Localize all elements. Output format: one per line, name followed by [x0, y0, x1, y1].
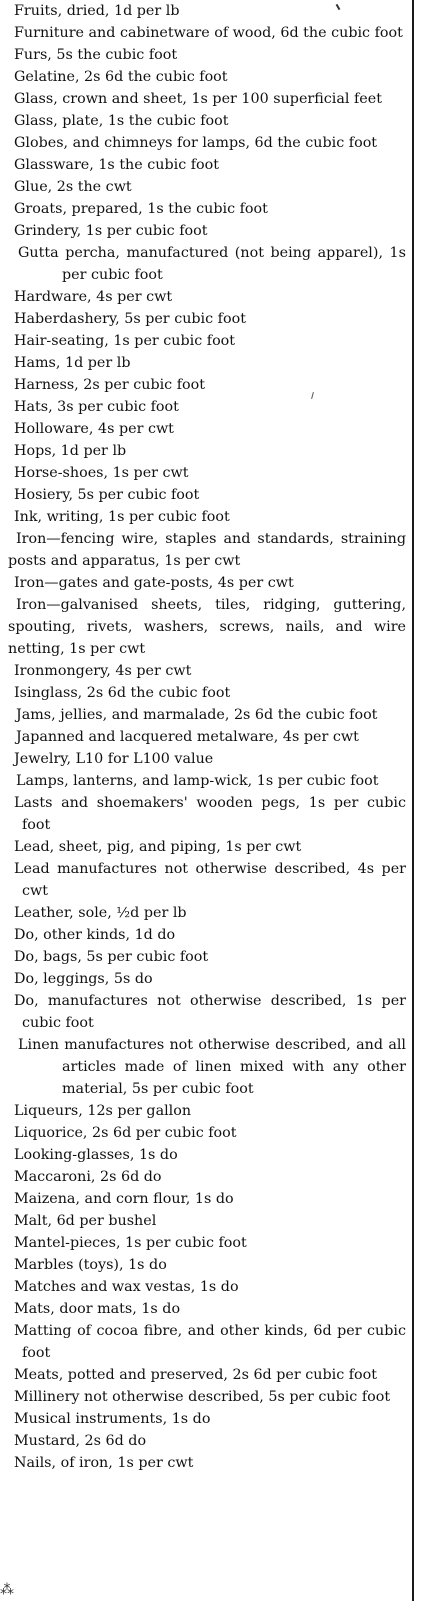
entry-fruits-dried: Fruits, dried, 1d per lb — [14, 3, 180, 19]
entry-globes: Globes, and chimneys for lamps, 6d the cubic foot — [14, 135, 378, 151]
entry-mantel-pieces: Mantel-pieces, 1s per cubic foot — [14, 1235, 247, 1251]
entry-harness: Harness, 2s per cubic foot — [14, 377, 205, 393]
entry-matches: Matches and wax vestas, 1s do — [14, 1279, 239, 1295]
entry-glue: Glue, 2s the cwt — [14, 179, 132, 195]
entry-maizena: Maizena, and corn flour, 1s do — [14, 1191, 234, 1207]
entry-lead-sheet: Lead, sheet, pig, and piping, 1s per cwt — [14, 839, 302, 855]
entry-hardware: Hardware, 4s per cwt — [14, 289, 173, 305]
ink-blot: ⁂ — [0, 1582, 14, 1598]
entry-hair-seating: Hair-seating, 1s per cubic foot — [14, 333, 236, 349]
column-rule — [412, 0, 414, 1601]
entry-jewelry: Jewelry, L10 for L100 value — [14, 751, 214, 767]
entry-glassware: Glassware, 1s the cubic foot — [14, 157, 220, 173]
entry-gelatine: Gelatine, 2s 6d the cubic foot — [14, 69, 228, 85]
entry-iron-gates: Iron—gates and gate-posts, 4s per cwt — [14, 575, 294, 591]
entry-musical: Musical instruments, 1s do — [14, 1411, 211, 1427]
entry-millinery: Millinery not otherwise described, 5s per cubic foot — [14, 1389, 391, 1405]
entry-lasts: Lasts and shoemakers' wooden pegs, 1s per cubic foot — [14, 795, 406, 833]
entry-holloware: Holloware, 4s per cwt — [14, 421, 174, 437]
entry-furs: Furs, 5s the cubic foot — [14, 47, 178, 63]
entry-liquorice: Liquorice, 2s 6d per cubic foot — [14, 1125, 237, 1141]
entry-looking-glasses: Looking-glasses, 1s do — [14, 1147, 178, 1163]
entry-liqueurs: Liqueurs, 12s per gallon — [14, 1103, 192, 1119]
entry-gutta-percha: Gutta percha, manufactured (not being apparel), 1s per cubic foot — [18, 245, 406, 283]
entry-ink: Ink, writing, 1s per cubic foot — [14, 509, 230, 525]
entry-marbles: Marbles (toys), 1s do — [14, 1257, 167, 1273]
entry-do-manufactures: Do, manufactures not otherwise described, 1s per cubic foot — [14, 993, 406, 1031]
entry-do-bags: Do, bags, 5s per cubic foot — [14, 949, 209, 965]
entry-mats: Mats, door mats, 1s do — [14, 1301, 181, 1317]
entry-leather-sole: Leather, sole, ½d per lb — [14, 905, 187, 921]
entry-hops: Hops, 1d per lb — [14, 443, 127, 459]
entry-haberdashery: Haberdashery, 5s per cubic foot — [14, 311, 246, 327]
entry-lead-manufactures: Lead manufactures not otherwise described, 4s per cwt — [14, 861, 406, 899]
entry-lamps: Lamps, lanterns, and lamp-wick, 1s per cubic foot — [16, 773, 379, 789]
entry-malt: Malt, 6d per bushel — [14, 1213, 157, 1229]
entry-matting: Matting of cocoa fibre, and other kinds, 6d per cubic foot — [14, 1323, 406, 1361]
entry-glass-crown: Glass, crown and sheet, 1s per 100 superficial feet — [14, 91, 382, 107]
entry-furniture: Furniture and cabinetware of wood, 6d the cubic foot — [14, 25, 403, 41]
entry-do-other: Do, other kinds, 1d do — [14, 927, 176, 943]
entry-jams: Jams, jellies, and marmalade, 2s 6d the cubic foot — [16, 707, 378, 723]
entry-iron-fencing: Iron—fencing wire, staples and standards, straining posts and apparatus, 1s per cwt — [8, 531, 406, 569]
entry-maccaroni: Maccaroni, 2s 6d do — [14, 1169, 162, 1185]
entry-hats: Hats, 3s per cubic foot — [14, 399, 179, 415]
entry-iron-galvanised: Iron—galvanised sheets, tiles, ridging, guttering, spouting, rivets, washers, screws, nails, and wire netting, 1s per cwt — [8, 597, 406, 657]
entry-glass-plate: Glass, plate, 1s the cubic foot — [14, 113, 229, 129]
entry-japanned: Japanned and lacquered metalware, 4s per cwt — [16, 729, 359, 745]
entry-hams: Hams, 1d per lb — [14, 355, 131, 371]
entry-nails: Nails, of iron, 1s per cwt — [14, 1455, 194, 1471]
entry-do-leggings: Do, leggings, 5s do — [14, 971, 153, 987]
entry-linen: Linen manufactures not otherwise described, and all articles made of linen mixed with any other material, 5s per cubic foot — [18, 1037, 406, 1097]
entry-ironmongery: Ironmongery, 4s per cwt — [14, 663, 192, 679]
entry-meats: Meats, potted and preserved, 2s 6d per cubic foot — [14, 1367, 377, 1383]
entry-isinglass: Isinglass, 2s 6d the cubic foot — [14, 685, 231, 701]
entry-hosiery: Hosiery, 5s per cubic foot — [14, 487, 200, 503]
entry-horse-shoes: Horse-shoes, 1s per cwt — [14, 465, 189, 481]
entry-groats: Groats, prepared, 1s the cubic foot — [14, 201, 268, 217]
entry-mustard: Mustard, 2s 6d do — [14, 1433, 147, 1449]
entry-grindery: Grindery, 1s per cubic foot — [14, 223, 208, 239]
